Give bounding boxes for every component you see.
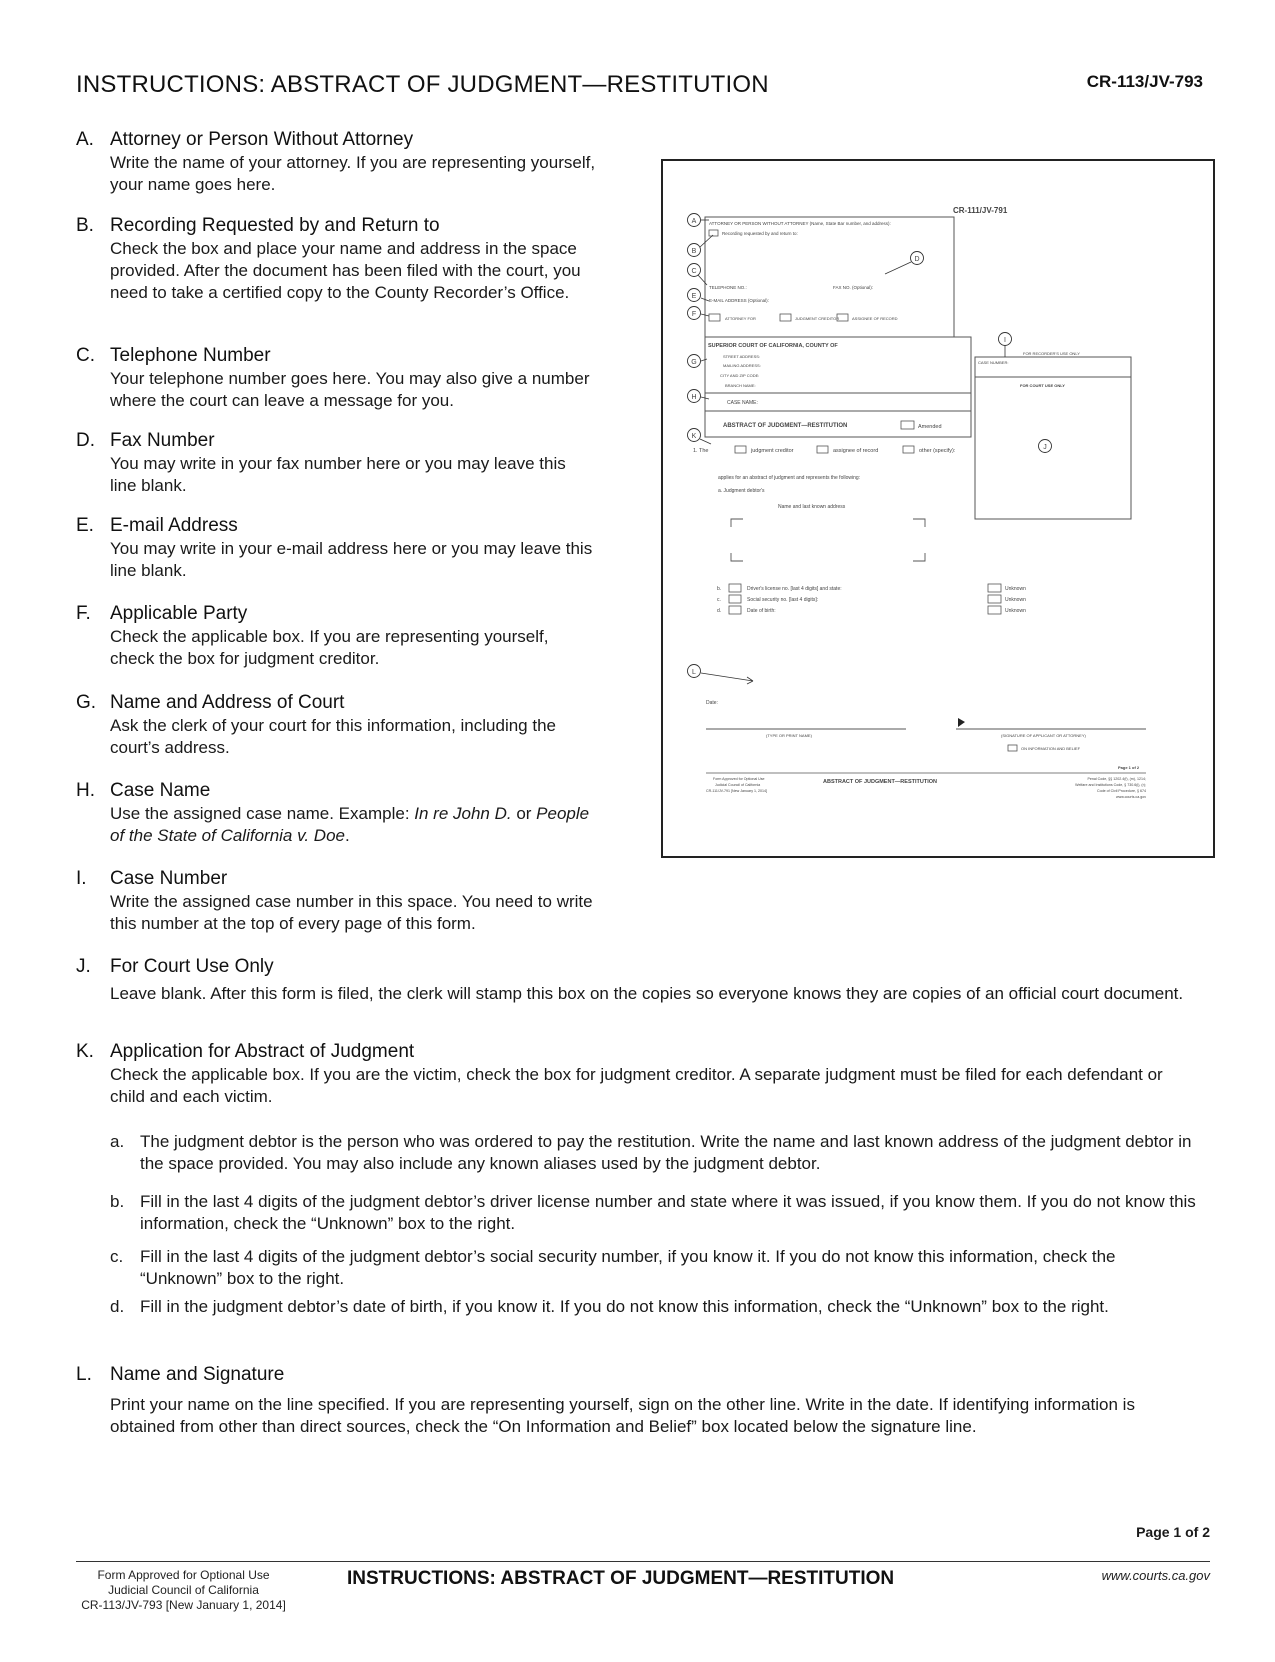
- thumb-item-b-letter: b.: [717, 586, 722, 592]
- callout-c: [688, 264, 701, 277]
- section-heading: Case Name: [110, 780, 211, 801]
- section-heading: Telephone Number: [110, 345, 271, 366]
- sub-item-c: [110, 1246, 1200, 1290]
- section-letter: G.: [76, 692, 97, 713]
- thumb-foot-right: Code of Civil Procedure, § 674: [1097, 789, 1146, 793]
- callout-leader: [701, 673, 753, 681]
- callout-leader: [701, 359, 707, 361]
- section-text: You may write in your e-mail address here or you may leave this line blank.: [110, 539, 593, 580]
- sub-item-letter: c.: [110, 1247, 124, 1266]
- section-letter: D.: [76, 430, 95, 451]
- section-heading: Attorney or Person Without Attorney: [110, 129, 414, 150]
- thumb-checkbox: [729, 595, 741, 603]
- section-heading: Application for Abstract of Judgment: [110, 1041, 415, 1062]
- callout-d: [911, 252, 924, 265]
- thumb-city-zip: CITY AND ZIP CODE:: [720, 373, 760, 378]
- section-c: [76, 345, 596, 412]
- section-text: Use the assigned case name. Example: In re John D. or People of the State of California v. Doe.: [110, 804, 590, 845]
- callout-leader: [700, 235, 713, 247]
- section-letter: J.: [76, 956, 91, 977]
- thumb-applies-text: applies for an abstract of judgment and represents the following:: [718, 475, 861, 481]
- form-code: CR-113/JV-793: [1086, 72, 1203, 91]
- thumb-checkbox: [901, 421, 914, 429]
- thumb-checkbox: [988, 595, 1001, 603]
- thumb-checkbox: [988, 606, 1001, 614]
- thumb-bracket: [731, 553, 743, 561]
- sub-item-letter: a.: [110, 1132, 125, 1151]
- thumb-street-address: STREET ADDRESS:: [723, 354, 761, 359]
- thumb-court-heading: SUPERIOR COURT OF CALIFORNIA, COUNTY OF: [708, 343, 838, 349]
- thumb-item-d: Date of birth:: [747, 608, 776, 614]
- section-letter: B.: [76, 215, 94, 236]
- page-number: Page 1 of 2: [1136, 1524, 1210, 1540]
- section-letter: L.: [76, 1364, 92, 1385]
- section-h: [76, 780, 596, 847]
- thumb-item-a: a. Judgment debtor's: [718, 488, 765, 494]
- thumb-item-b: Driver's license no. [last 4 digits] and state:: [747, 586, 842, 592]
- svg-text:C: C: [691, 268, 697, 275]
- thumb-checkbox: [735, 446, 746, 453]
- sub-item-text: Fill in the judgment debtor’s date of birth, if you know it. If you do not know this information, check the “Unknown” box to the right.: [140, 1297, 1109, 1316]
- thumb-bracket: [913, 553, 925, 561]
- section-heading: Name and Address of Court: [110, 692, 345, 713]
- thumb-checkbox: [729, 606, 741, 614]
- form-thumbnail: [661, 159, 1215, 858]
- thumb-bracket: [731, 519, 743, 527]
- thumb-foot-left: Form Approved for Optional Use: [713, 777, 765, 781]
- thumb-telephone-label: TELEPHONE NO.:: [709, 285, 747, 290]
- thumb-on-info: ON INFORMATION AND BELIEF: [1021, 746, 1081, 751]
- sub-item-letter: b.: [110, 1192, 125, 1211]
- callout-f: [688, 307, 701, 320]
- section-text: Ask the clerk of your court for this information, including the court’s address.: [110, 716, 556, 757]
- callout-j: [1039, 440, 1052, 453]
- thumb-signature: (SIGNATURE OF APPLICANT OR ATTORNEY): [1001, 733, 1086, 738]
- thumb-abstract-title: ABSTRACT OF JUDGMENT—RESTITUTION: [723, 423, 848, 429]
- section-letter: A.: [76, 129, 94, 150]
- section-b: [76, 215, 596, 304]
- thumb-arrow-marker: [958, 718, 965, 727]
- section-k: [76, 1041, 1196, 1108]
- thumb-foot-left: CR-111/JV-791 [New January 1, 2014]: [706, 789, 767, 793]
- callout-l: [688, 665, 701, 678]
- callout-a: [688, 214, 701, 227]
- section-text: Write the name of your attorney. If you are representing yourself, your name goes here.: [110, 153, 596, 194]
- svg-text:K: K: [691, 433, 697, 440]
- thumb-opt-creditor: judgment creditor: [751, 448, 794, 454]
- thumb-unknown: Unknown: [1005, 597, 1026, 603]
- section-g: [76, 692, 596, 759]
- thumb-mailing-address: MAILING ADDRESS:: [723, 363, 761, 368]
- thumb-checkbox: [1008, 745, 1017, 751]
- section-text: Print your name on the line specified. If you are representing yourself, sign on the other line. Write in the date. If identifying information is obtained from other than direct sources, check the “On Information and Belief” box located below the signature line.: [110, 1395, 1135, 1436]
- thumb-attorney-for: ATTORNEY FOR: [725, 316, 756, 321]
- example-case-name: In re John D.: [414, 804, 512, 823]
- section-text: Check the applicable box. If you are representing yourself, check the box for judgment creditor.: [110, 627, 549, 668]
- section-text: Leave blank. After this form is filed, the clerk will stamp this box on the copies so everyone knows they are copies of an official court document.: [110, 984, 1184, 1003]
- thumb-opt-assignee: assignee of record: [833, 448, 879, 454]
- thumb-bracket: [913, 519, 925, 527]
- thumb-recorders-use: FOR RECORDER'S USE ONLY: [1023, 351, 1080, 356]
- svg-text:B: B: [691, 248, 697, 255]
- svg-text:L: L: [692, 669, 696, 676]
- footer-title: INSTRUCTIONS: ABSTRACT OF JUDGMENT—RESTITUTION: [347, 1568, 895, 1589]
- thumb-attorney-label: ATTORNEY OR PERSON WITHOUT ATTORNEY (Name, State Bar number, and address):: [709, 221, 891, 226]
- section-letter: I.: [76, 868, 87, 889]
- thumb-page: Page 1 of 2: [1118, 765, 1140, 770]
- sub-item-text: Fill in the last 4 digits of the judgment debtor’s driver license number and state where it was issued, if you know them. If you do not know this information, check the “Unknown” box to the right.: [140, 1192, 1196, 1233]
- svg-text:E: E: [691, 293, 697, 300]
- section-letter: K.: [76, 1041, 94, 1062]
- footer-divider: [76, 1561, 1210, 1562]
- thumb-item1: 1. The: [693, 448, 709, 454]
- form-thumbnail-svg: [663, 161, 1213, 856]
- footer-website-link[interactable]: www.courts.ca.gov: [1101, 1568, 1210, 1583]
- section-heading: Fax Number: [110, 430, 215, 451]
- thumb-name-address: Name and last known address: [778, 504, 846, 510]
- section-letter: H.: [76, 780, 95, 801]
- section-text: Your telephone number goes here. You may also give a number where the court can leave a message for you.: [110, 369, 590, 410]
- callout-b: [688, 244, 701, 257]
- section-l: [76, 1364, 1196, 1438]
- svg-text:J: J: [1043, 444, 1047, 451]
- thumb-amended: Amended: [918, 424, 942, 430]
- thumb-foot-left: Judicial Council of California: [715, 783, 761, 787]
- thumb-case-name: CASE NAME:: [727, 400, 758, 406]
- thumb-court-use: FOR COURT USE ONLY: [1020, 383, 1065, 388]
- thumb-recording-label: Recording requested by and return to:: [722, 231, 798, 236]
- section-heading: Applicable Party: [110, 603, 248, 624]
- thumb-checkbox: [903, 446, 914, 453]
- thumb-checkbox: [780, 314, 791, 321]
- thumb-assignee-box: ASSIGNEE OF RECORD: [852, 316, 898, 321]
- section-letter: E.: [76, 515, 94, 536]
- section-heading: For Court Use Only: [110, 956, 274, 977]
- svg-text:H: H: [691, 394, 697, 401]
- thumb-opt-other: other (specify):: [919, 448, 956, 454]
- thumb-checkbox: [817, 446, 828, 453]
- thumb-case-number: CASE NUMBER:: [978, 360, 1009, 365]
- callout-h: [688, 390, 701, 403]
- thumb-court-use-box: [975, 377, 1131, 519]
- thumb-fax-label: FAX NO. (Optional):: [833, 285, 874, 290]
- thumb-foot-right: Penal Code, §§ 1202.4(f), (m), 1214;: [1087, 777, 1146, 781]
- svg-text:D: D: [914, 256, 920, 263]
- sub-item-text: Fill in the last 4 digits of the judgment debtor’s social security number, if you know it. If you do not know this information, check the “Unknown” box to the right.: [140, 1247, 1116, 1288]
- section-text: Check the box and place your name and address in the space provided. After the document has been filed with the court, you need to take a certified copy to the County Recorder’s Office.: [110, 239, 581, 302]
- page-title: INSTRUCTIONS: ABSTRACT OF JUDGMENT—RESTITUTION: [76, 71, 769, 98]
- callout-leader: [885, 262, 911, 274]
- thumb-branch-name: BRANCH NAME:: [725, 383, 756, 388]
- section-letter: C.: [76, 345, 95, 366]
- svg-text:A: A: [691, 218, 697, 225]
- callout-e: [688, 289, 701, 302]
- thumb-form-code: CR-111/JV-791: [953, 206, 1008, 215]
- thumb-checkbox: [709, 230, 718, 236]
- thumb-unknown: Unknown: [1005, 586, 1026, 592]
- thumb-email-label: E-MAIL ADDRESS (Optional):: [709, 298, 769, 303]
- thumb-date-label: Date:: [706, 700, 718, 706]
- thumb-item-c: Social security no. [last 4 digits]:: [747, 597, 819, 603]
- section-heading: Name and Signature: [110, 1364, 285, 1385]
- section-f: [76, 603, 596, 670]
- section-j: [76, 956, 1196, 1005]
- thumb-type-name: (TYPE OR PRINT NAME): [766, 733, 812, 738]
- section-letter: F.: [76, 603, 91, 624]
- thumb-item-c-letter: c.: [717, 597, 721, 603]
- callout-leader: [698, 275, 707, 285]
- sub-item-letter: d.: [110, 1297, 125, 1316]
- sub-item-b: [110, 1191, 1200, 1235]
- svg-text:G: G: [691, 359, 697, 366]
- callout-i: [999, 333, 1012, 346]
- section-text: You may write in your fax number here or you may leave this line blank.: [110, 454, 566, 495]
- thumb-judgment-creditor-box: JUDGMENT CREDITOR: [795, 316, 840, 321]
- callout-k: [688, 429, 701, 442]
- footer-form-approval: Form Approved for Optional Use Judicial Council of California CR-113/JV-793 [New January 1, 2014]: [81, 1568, 286, 1612]
- section-d: [76, 430, 596, 497]
- thumb-foot-right: www.courts.ca.gov: [1116, 795, 1146, 799]
- section-i: [76, 868, 596, 935]
- section-heading: E-mail Address: [110, 515, 238, 536]
- thumb-foot-right: Welfare and Institutions Code, § 730.6(i), (r);: [1075, 783, 1146, 787]
- svg-text:F: F: [691, 311, 697, 318]
- section-heading: Case Number: [110, 868, 228, 889]
- thumb-checkbox: [729, 584, 741, 592]
- section-e: [76, 515, 596, 582]
- thumb-item-d-letter: d.: [717, 608, 722, 614]
- example-case-name: People of the State of California v. Doe: [110, 804, 590, 845]
- thumb-checkbox: [709, 314, 720, 321]
- section-text: Check the applicable box. If you are the victim, check the box for judgment creditor. A separate judgment must be filed for each defendant or child and each victim.: [110, 1065, 1163, 1106]
- sub-item-a: [110, 1131, 1200, 1175]
- thumb-checkbox: [988, 584, 1001, 592]
- thumb-foot-center: ABSTRACT OF JUDGMENT—RESTITUTION: [823, 779, 937, 785]
- sub-item-text: The judgment debtor is the person who was ordered to pay the restitution. Write the name and last known address of the judgment debtor in the space provided. You may also include any known aliases used by the judgment debtor.: [140, 1132, 1192, 1173]
- callout-leader: [700, 439, 711, 444]
- section-text: Write the assigned case number in this space. You need to write this number at the top of every page of this form.: [110, 892, 593, 933]
- thumb-unknown: Unknown: [1005, 608, 1026, 614]
- callout-g: [688, 355, 701, 368]
- section-a: [76, 129, 596, 196]
- svg-text:I: I: [1004, 337, 1006, 344]
- sub-item-d: [110, 1296, 1200, 1318]
- section-heading: Recording Requested by and Return to: [110, 215, 440, 236]
